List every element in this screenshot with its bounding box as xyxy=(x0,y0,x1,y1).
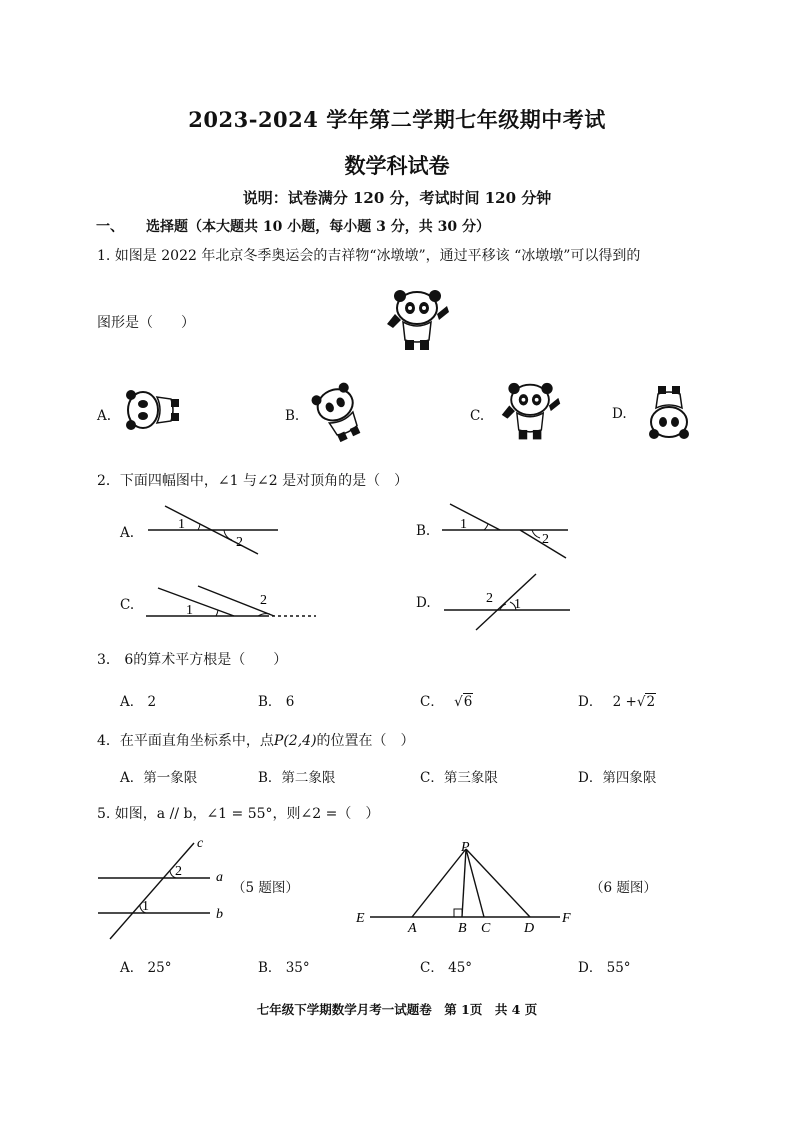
q2b-angle-1: 1 xyxy=(460,517,467,532)
q2c-angle-2: 2 xyxy=(260,593,267,608)
question-4-text xyxy=(97,730,415,750)
line-b-label: b xyxy=(216,907,223,922)
q5-option-c[interactable]: C． 45° xyxy=(420,960,473,976)
q2-option-b-figure[interactable] xyxy=(436,500,586,564)
q2-option-d-label[interactable]: D. xyxy=(416,595,431,611)
q3-option-d-prefix: 2 + xyxy=(612,694,637,710)
question-5-text: 5. 如图，a // b，∠1 = 55°，则∠2 =（ ） xyxy=(97,806,380,822)
q3-option-d-radicand: 2 xyxy=(646,694,656,710)
question-1-text-cont: 图形是（ ） xyxy=(97,315,195,331)
q2d-angle-1: 1 xyxy=(514,597,521,612)
point-a-label: A xyxy=(408,921,417,936)
q1-option-c-image[interactable] xyxy=(498,380,564,446)
exam-note: 说明：试卷满分 120 分，考试时间 120 分钟 xyxy=(242,189,552,207)
q2d-angle-2: 2 xyxy=(486,591,493,606)
q1-option-a-image[interactable] xyxy=(118,380,184,440)
point-f-label: F xyxy=(562,911,571,926)
q2a-angle-1: 1 xyxy=(178,517,185,532)
point-d-label: D xyxy=(524,921,535,936)
q2a-angle-2: 2 xyxy=(236,535,243,550)
q4-option-c[interactable]: C．第三象限 xyxy=(420,770,498,786)
exam-subtitle: 数学科试卷 xyxy=(344,153,450,178)
section-heading xyxy=(96,216,490,236)
q4-option-a[interactable]: A．第一象限 xyxy=(120,770,198,786)
section-number: 一、 xyxy=(96,219,124,235)
q6-figure-caption: （6 题图） xyxy=(590,880,657,896)
q2c-angle-1: 1 xyxy=(186,603,193,618)
q2-option-d-figure[interactable] xyxy=(440,570,580,634)
q5-angle-1: 1 xyxy=(142,899,149,914)
point-b-label: B xyxy=(458,921,467,936)
q1-option-d-image[interactable] xyxy=(636,380,702,446)
q1-option-a-label[interactable]: A. xyxy=(97,408,112,424)
question-3-text: 3． 6的算术平方根是（ ） xyxy=(97,652,288,668)
q4-option-d[interactable]: D．第四象限 xyxy=(578,770,657,786)
q5-option-a[interactable]: A． 25° xyxy=(120,960,172,976)
q4-text-b: 的位置在（ ） xyxy=(316,733,415,749)
q6-triangle-figure xyxy=(354,835,584,939)
q5-figure-caption: （5 题图） xyxy=(232,880,299,896)
line-c-label: c xyxy=(197,836,204,851)
mascot-reference-image xyxy=(383,288,453,356)
question-2-text: 2．下面四幅图中，∠1 与∠2 是对顶角的是（ ） xyxy=(97,473,409,489)
q2-option-b-label[interactable]: B. xyxy=(416,523,431,539)
q1-option-c-label[interactable]: C. xyxy=(470,408,485,424)
q3-option-a[interactable]: A． 2 xyxy=(120,694,157,710)
q1-option-b-image[interactable] xyxy=(306,382,372,444)
q5-angle-2: 2 xyxy=(175,864,182,879)
q2-option-a-figure[interactable] xyxy=(140,500,290,560)
q4-point: P(2,4) xyxy=(273,733,317,749)
point-c-label: C xyxy=(481,921,491,936)
q4-text-a: 4．在平面直角坐标系中，点 xyxy=(97,733,274,749)
q3-option-c-radicand: 6 xyxy=(463,694,473,710)
q2b-angle-2: 2 xyxy=(542,532,549,547)
q3-option-c-label: C． xyxy=(420,694,444,710)
q5-option-d[interactable]: D． 55° xyxy=(578,960,631,976)
q2-option-c-figure[interactable] xyxy=(140,580,320,622)
q2-option-c-label[interactable]: C. xyxy=(120,597,135,613)
q5-option-b[interactable]: B． 35° xyxy=(258,960,310,976)
q3-option-b[interactable]: B． 6 xyxy=(258,694,295,710)
q3-option-c[interactable]: C． √6 xyxy=(420,694,473,710)
point-p-label: P xyxy=(461,840,470,855)
page-footer: 七年级下学期数学月考一试题卷 第 1页 共 4 页 xyxy=(256,1002,538,1017)
point-e-label: E xyxy=(356,911,365,926)
line-a-label: a xyxy=(216,870,223,885)
section-title: 选择题（本大题共 10 小题，每小题 3 分，共 30 分） xyxy=(146,219,490,235)
question-1-text: 1. 如图是 2022 年北京冬季奥运会的吉祥物“冰墩墩”，通过平移该 “冰墩墩”可以得到的 xyxy=(97,248,641,264)
q5-parallel-lines-figure xyxy=(96,835,246,945)
q1-option-d-label[interactable]: D. xyxy=(612,406,627,422)
q3-option-d-label: D． xyxy=(578,694,603,710)
q1-option-b-label[interactable]: B. xyxy=(285,408,300,424)
q3-option-d[interactable]: D． 2 +√2 xyxy=(578,694,656,710)
q2-option-a-label[interactable]: A. xyxy=(120,525,135,541)
q4-option-b[interactable]: B．第二象限 xyxy=(258,770,336,786)
exam-title: 2023-2024 学年第二学期七年级期中考试 xyxy=(188,107,606,132)
